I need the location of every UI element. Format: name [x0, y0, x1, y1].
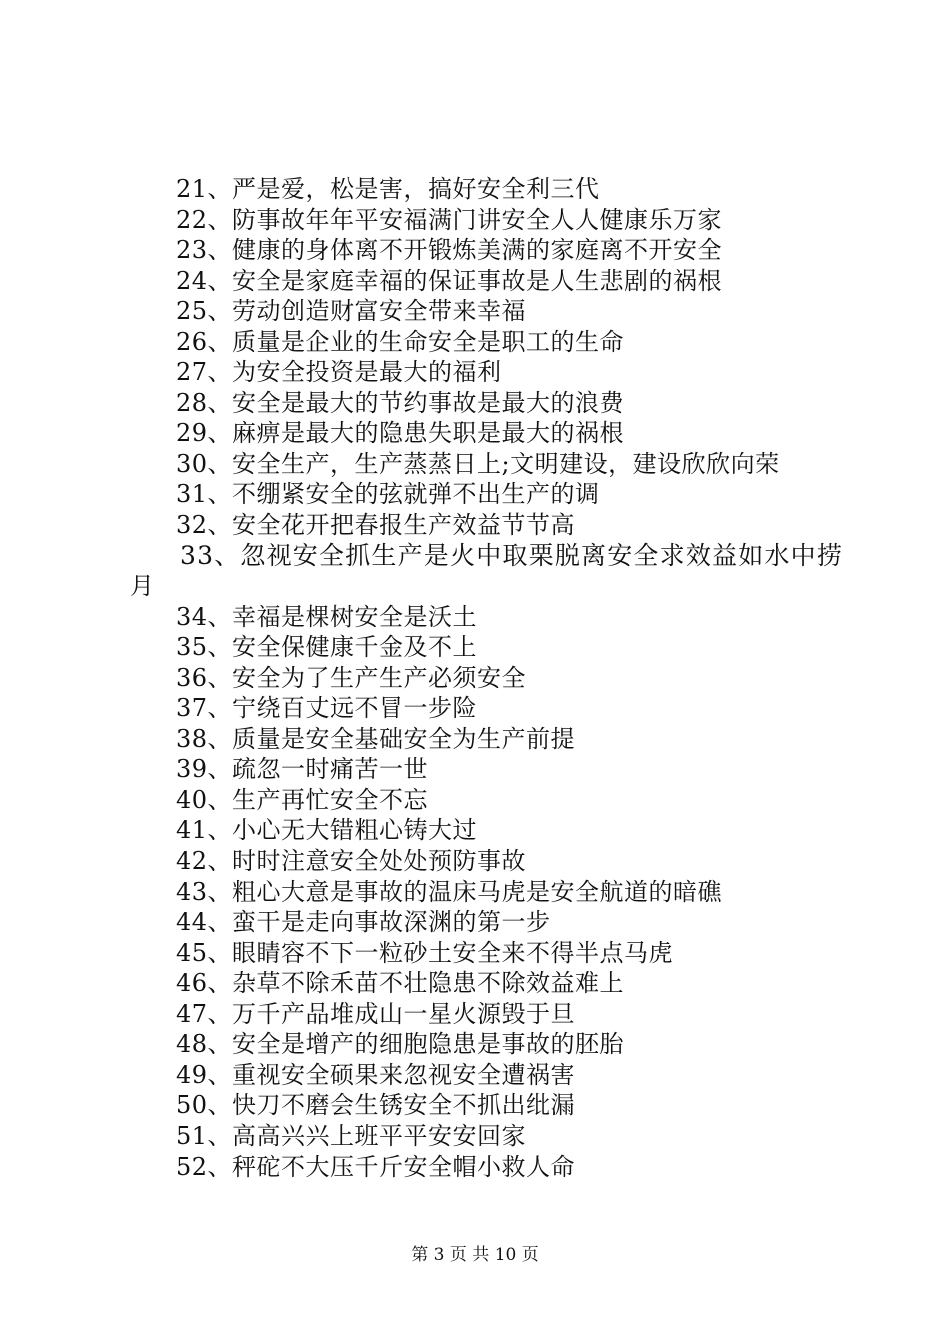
list-item — [0, 418, 950, 449]
list-item-text: 34、幸福是棵树安全是沃土 — [176, 602, 478, 631]
list-item — [0, 205, 950, 236]
list-item-text: 35、安全保健康千金及不上 — [176, 633, 478, 662]
list-item — [0, 693, 950, 724]
list-item-text: 45、眼睛容不下一粒砂土安全来不得半点马虎 — [176, 938, 674, 967]
list-item-text: 50、快刀不磨会生锈安全不抓出纰漏 — [176, 1091, 576, 1120]
list-item-text: 29、麻痹是最大的隐患失职是最大的祸根 — [176, 419, 625, 448]
list-item — [0, 602, 950, 633]
list-item — [0, 266, 950, 297]
list-item-text: 31、不绷紧安全的弦就弹不出生产的调 — [176, 480, 600, 509]
list-item-text: 24、安全是家庭幸福的保证事故是人生悲剧的祸根 — [176, 266, 723, 295]
list-item-text: 22、防事故年年平安福满门讲安全人人健康乐万家 — [176, 205, 723, 234]
list-item-text: 51、高高兴兴上班平平安安回家 — [176, 1121, 527, 1150]
page-footer: 第 3 页 共 10 页 — [411, 1245, 539, 1265]
list-item — [0, 632, 950, 663]
list-item — [0, 510, 950, 541]
list-item-text: 47、万千产品堆成山一星火源毁于旦 — [176, 999, 576, 1028]
list-item-text: 21、严是爱，松是害，搞好安全利三代 — [176, 175, 600, 203]
slogan-list — [0, 174, 950, 1182]
list-item-text: 41、小心无大错粗心铸大过 — [176, 816, 478, 845]
list-item — [0, 877, 950, 908]
list-item — [0, 724, 950, 755]
list-item — [0, 938, 950, 969]
list-item-text: 46、杂草不除禾苗不壮隐患不除效益难上 — [176, 969, 625, 998]
list-item — [0, 1060, 950, 1091]
list-item-text: 39、疏忽一时痛苦一世 — [176, 755, 429, 784]
list-item-continuation — [0, 571, 950, 602]
list-item — [0, 1029, 950, 1060]
list-item — [0, 907, 950, 938]
list-item-text: 28、安全是最大的节约事故是最大的浪费 — [176, 388, 625, 417]
list-item — [0, 999, 950, 1030]
list-item-text: 40、生产再忙安全不忘 — [176, 785, 429, 814]
list-item-text: 38、质量是安全基础安全为生产前提 — [176, 724, 576, 753]
list-item — [0, 1090, 950, 1121]
list-item-text: 49、重视安全硕果来忽视安全遭祸害 — [176, 1060, 576, 1089]
list-item — [0, 449, 950, 480]
list-item-text: 43、粗心大意是事故的温床马虎是安全航道的暗礁 — [176, 877, 723, 906]
list-item — [0, 479, 950, 510]
list-item-text: 37、宁绕百丈远不冒一步险 — [176, 694, 478, 723]
list-item-text: 26、质量是企业的生命安全是职工的生命 — [176, 327, 625, 356]
list-item-text: 33、忽视安全抓生产是火中取栗脱离安全求效益如水中捞 — [180, 540, 844, 570]
list-item-text: 32、安全花开把春报生产效益节节高 — [176, 511, 576, 540]
list-item-text: 48、安全是增产的细胞隐患是事故的胚胎 — [176, 1030, 625, 1059]
list-item-text: 44、蛮干是走向事故深渊的第一步 — [176, 908, 551, 937]
list-item-text: 27、为安全投资是最大的福利 — [176, 358, 502, 387]
list-item-text: 30、安全生产，生产蒸蒸日上;文明建设，建设欣欣向荣 — [176, 449, 780, 478]
list-item — [0, 1152, 950, 1183]
list-item-text: 42、时时注意安全处处预防事故 — [176, 847, 527, 876]
list-item — [0, 541, 950, 572]
list-item — [0, 846, 950, 877]
list-item — [0, 235, 950, 266]
list-item-text: 52、秤砣不大压千斤安全帽小救人命 — [176, 1152, 576, 1181]
list-item — [0, 388, 950, 419]
list-item — [0, 785, 950, 816]
list-item — [0, 968, 950, 999]
list-item — [0, 815, 950, 846]
list-item — [0, 174, 950, 205]
list-item-text: 月 — [130, 572, 155, 601]
list-item — [0, 357, 950, 388]
list-item-text: 25、劳动创造财富安全带来幸福 — [176, 297, 527, 326]
list-item — [0, 663, 950, 694]
list-item — [0, 754, 950, 785]
list-item-text: 23、健康的身体离不开锻炼美满的家庭离不开安全 — [176, 236, 723, 265]
list-item-text: 36、安全为了生产生产必须安全 — [176, 663, 527, 692]
list-item — [0, 1121, 950, 1152]
list-item — [0, 327, 950, 358]
list-item — [0, 296, 950, 327]
